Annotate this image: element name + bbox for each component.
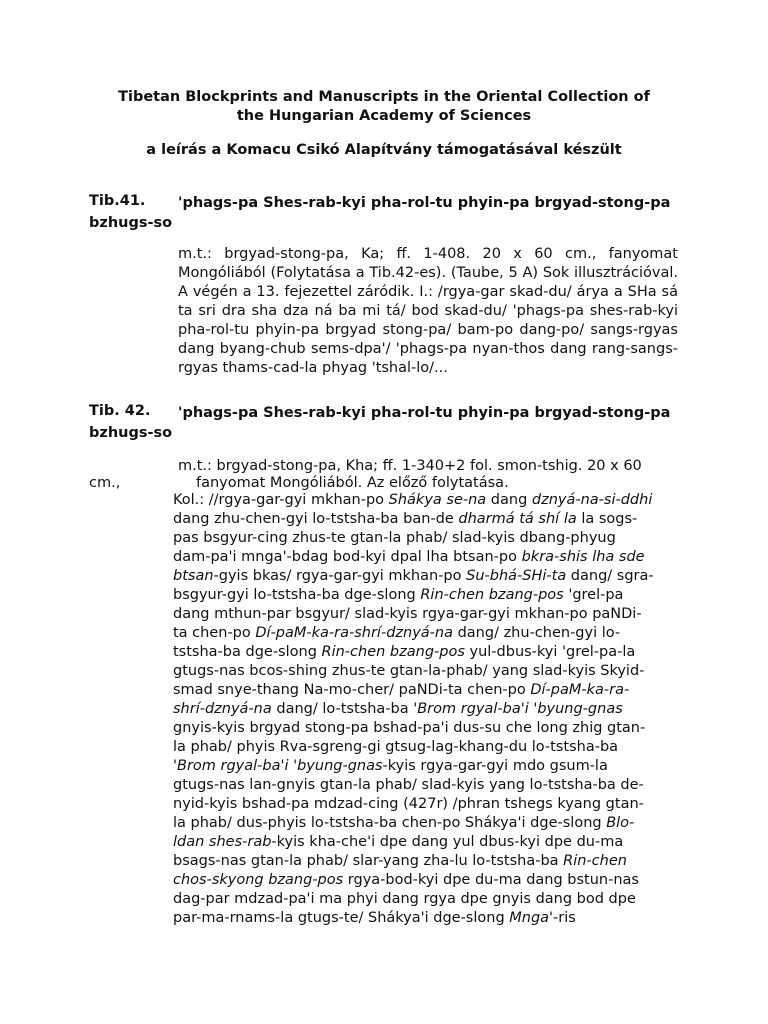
entry-1-description: m.t.: brgyad-stong-pa, Ka; ff. 1-408. 20 x 60 cm., fanyomat Mongóliából (Folytatása a Tib.42-es). (Taube, 5 A) Sok illusztrációval. A végén a 13. fejezettel záródik. I.: /rgya-gar skad-du/ árya a SHa sá ta sri dra sha dza ná ba mi tá/ bod skad-du/ 'phags-pa shes-rab-kyi pha-rol-tu phyin-pa brgyad stong-pa/ bam-po dang-po/ sangs-rgyas dang byang-chub sems-dpa'/ 'phags-pa nyan-thos dang rang-sangs-rgyas thams-cad-la phyag 'tshal-lo/... (178, 246, 678, 376)
title-line-1: Tibetan Blockprints and Manuscripts in the Oriental Collection of (118, 89, 650, 105)
colophon-text: la phab/ phyis Rva-sgreng-gi gtsug-lag-khang-du lo-tstsha-ba (173, 739, 619, 755)
document-subtitle (0, 141, 768, 160)
colophon-italic-name: btsan (173, 568, 214, 584)
colophon-text: ta chen-po (173, 625, 256, 641)
colophon-text: dag-par mdzad-pa'i ma phyi dang rgya dpe gnyis dang bod dpe (173, 891, 636, 907)
entry-2-colophon (173, 491, 683, 928)
colophon-text: tstsha-ba dge-slong (173, 644, 322, 660)
colophon-text: bsgyur-gyi lo-tstsha-ba dge-slong (173, 587, 421, 603)
colophon-text: gtugs-nas bcos-shing zhus-te gtan-la-phab/ yang slad-kyis Skyid- (173, 663, 645, 679)
colophon-text: gtugs-nas lan-gnyis gtan-la phab/ slad-kyis yang lo-tstsha-ba de- (173, 777, 644, 793)
colophon-text: dam-pa'i mnga'-bdag bod-kyi dpal lha btsan-po (173, 549, 522, 565)
entry-1-title: 'phags-pa Shes-rab-kyi pha-rol-tu phyin-pa brgyad-stong-pa bzhugs-so (89, 195, 671, 231)
colophon-line (173, 567, 683, 586)
colophon-text: dang mthun-par bsgyur/ slad-kyis rgya-gar-gyi mkhan-po paNDi- (173, 606, 642, 622)
colophon-text: rgya-bod-kyi dpe du-ma dang bstun-nas (343, 872, 639, 888)
colophon-line (173, 643, 683, 662)
colophon-line (173, 491, 683, 510)
colophon-text: Kol.: //rgya-gar-gyi mkhan-po (173, 492, 389, 508)
colophon-italic-name: chos-skyong bzang-pos (173, 872, 344, 888)
colophon-text: -kyis rgya-gar-gyi mdo gsum-la (382, 758, 608, 774)
colophon-text: dang/ sgra- (566, 568, 654, 584)
colophon-italic-name: ldan shes-rab (173, 834, 272, 850)
colophon-line (173, 586, 683, 605)
colophon-italic-name: Rin-chen bzang-pos (321, 644, 465, 660)
colophon-italic-name: Dí-paM-ka-ra-shrí-dznyá-na (255, 625, 453, 641)
colophon-italic-name: dharmá tá shí la (458, 511, 577, 527)
colophon-line (173, 852, 683, 871)
document-title (0, 88, 768, 126)
colophon-line (173, 833, 683, 852)
colophon-text: par-ma-rnams-la gtugs-te/ Shákya'i dge-slong (173, 910, 510, 926)
colophon-text: -ris (553, 910, 576, 926)
colophon-italic-name: Brom rgyal-ba'i 'byung-gnas (177, 758, 383, 774)
title-line-2: the Hungarian Academy of Sciences (236, 108, 532, 124)
colophon-line (173, 719, 683, 738)
colophon-line (173, 890, 683, 909)
colophon-italic-name: shrí-dznyá-na (173, 701, 272, 717)
entry-2-source-line: fanyomat Mongóliából. Az előző folytatása. (196, 475, 509, 491)
colophon-text: ' (173, 758, 177, 774)
colophon-line (173, 871, 683, 890)
colophon-italic-name: bkra-shis lha sde (521, 549, 645, 565)
colophon-line (173, 510, 683, 529)
colophon-text: bsags-nas gtan-la phab/ slar-yang zha-lu lo-tstsha-ba (173, 853, 564, 869)
colophon-text: 'grel-pa (563, 587, 624, 603)
entry-2-cm-label: cm., (89, 475, 121, 491)
colophon-italic-name: Blo- (606, 815, 635, 831)
colophon-text: gnyis-kyis brgyad stong-pa bshad-pa'i dus-su che long zhig gtan- (173, 720, 646, 736)
colophon-italic-name: Dí-paM-ka-ra- (530, 682, 630, 698)
colophon-text: nyid-kyis bshad-pa mdzad-cing (427r) /phran tshegs kyang gtan- (173, 796, 644, 812)
colophon-italic-name: Rin-chen (563, 853, 627, 869)
colophon-text: -kyis kha-che'i dpe dang yul dbus-kyi dpe du-ma (271, 834, 624, 850)
colophon-line (173, 624, 683, 643)
colophon-text: la sogs- (576, 511, 638, 527)
colophon-text: dang/ lo-tstsha-ba ' (271, 701, 418, 717)
colophon-line (173, 757, 683, 776)
colophon-line (173, 548, 683, 567)
colophon-line (173, 776, 683, 795)
colophon-text: dang zhu-chen-gyi lo-tstsha-ba ban-de (173, 511, 459, 527)
colophon-italic-name: Shákya se-na (388, 492, 487, 508)
entry-2-mt-line: m.t.: brgyad-stong-pa, Kha; ff. 1-340+2 fol. smon-tshig. 20 x 60 (178, 458, 642, 474)
colophon-text: la phab/ dus-phyis lo-tstsha-ba chen-po Shákya'i dge-slong (173, 815, 607, 831)
colophon-italic-name: Su-bhá-SHi-ta (466, 568, 567, 584)
colophon-line (173, 605, 683, 624)
colophon-text: dang (486, 492, 532, 508)
colophon-line (173, 529, 683, 548)
colophon-italic-name: Brom rgyal-ba'i 'byung-gnas (417, 701, 623, 717)
colophon-line (173, 795, 683, 814)
colophon-text: yul-dbus-kyi 'grel-pa-la (464, 644, 636, 660)
colophon-line (173, 814, 683, 833)
colophon-italic-name: Mnga' (509, 910, 554, 926)
colophon-line (173, 738, 683, 757)
colophon-italic-name: Rin-chen bzang-pos (420, 587, 564, 603)
colophon-italic-name: dznyá-na-si-ddhi (531, 492, 653, 508)
entry-2-title: 'phags-pa Shes-rab-kyi pha-rol-tu phyin-pa brgyad-stong-pa bzhugs-so (89, 405, 671, 441)
colophon-line (173, 909, 683, 928)
colophon-line (173, 662, 683, 681)
entry-1-number: Tib.41. (89, 193, 146, 209)
colophon-line (173, 700, 683, 719)
colophon-text: pas bsgyur-cing zhus-te gtan-la phab/ slad-kyis dbang-phyug (173, 530, 616, 546)
subtitle: a leírás a Komacu Csikó Alapítvány támogatásával készült (146, 142, 622, 158)
colophon-line (173, 681, 683, 700)
colophon-text: dang/ zhu-chen-gyi lo- (452, 625, 621, 641)
colophon-text: -gyis bkas/ rgya-gar-gyi mkhan-po (213, 568, 467, 584)
colophon-text: smad snye-thang Na-mo-cher/ paNDi-ta chen-po (173, 682, 531, 698)
entry-2-number: Tib. 42. (89, 403, 151, 419)
